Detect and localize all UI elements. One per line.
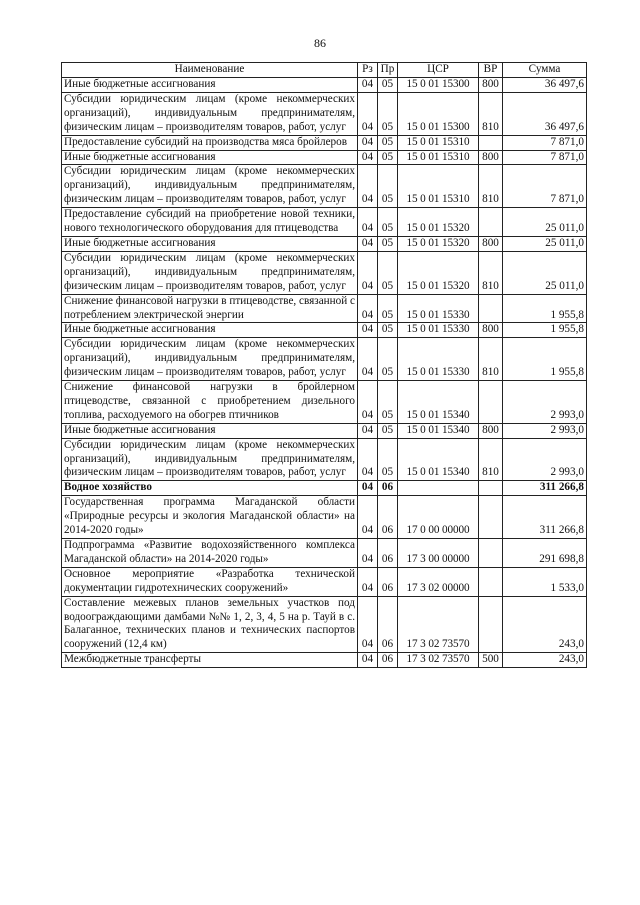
cell-vr: 810 bbox=[479, 165, 503, 208]
cell-name: Иные бюджетные ассигнования bbox=[62, 150, 358, 165]
cell-sum: 291 698,8 bbox=[503, 539, 587, 568]
cell-rz: 04 bbox=[358, 438, 378, 481]
table-row bbox=[62, 150, 587, 165]
table-row bbox=[62, 323, 587, 338]
cell-name: Субсидии юридическим лицам (кроме некоммерческих организаций), индивидуальным предпринимателям, физическим лицам – производителям товаров, работ, услуг bbox=[62, 92, 358, 135]
cell-rz: 04 bbox=[358, 78, 378, 93]
table-row bbox=[62, 208, 587, 237]
cell-name: Иные бюджетные ассигнования bbox=[62, 323, 358, 338]
cell-pr: 06 bbox=[378, 567, 398, 596]
cell-name: Водное хозяйство bbox=[62, 481, 358, 496]
cell-pr: 05 bbox=[378, 92, 398, 135]
cell-name: Предоставление субсидий на производства мяса бройлеров bbox=[62, 135, 358, 150]
cell-vr bbox=[479, 481, 503, 496]
cell-sum: 25 011,0 bbox=[503, 208, 587, 237]
table-row bbox=[62, 251, 587, 294]
cell-pr: 05 bbox=[378, 251, 398, 294]
cell-pr: 06 bbox=[378, 496, 398, 539]
budget-table bbox=[61, 62, 587, 668]
cell-pr: 05 bbox=[378, 423, 398, 438]
cell-csr: 15 0 01 15340 bbox=[398, 381, 479, 424]
table-row bbox=[62, 496, 587, 539]
cell-rz: 04 bbox=[358, 208, 378, 237]
table-header-row bbox=[62, 63, 587, 78]
cell-sum: 36 497,6 bbox=[503, 92, 587, 135]
cell-csr bbox=[398, 481, 479, 496]
cell-rz: 04 bbox=[358, 653, 378, 668]
cell-vr bbox=[479, 294, 503, 323]
cell-sum: 7 871,0 bbox=[503, 165, 587, 208]
table-row bbox=[62, 135, 587, 150]
cell-name: Межбюджетные трансферты bbox=[62, 653, 358, 668]
cell-sum: 311 266,8 bbox=[503, 496, 587, 539]
cell-name: Составление межевых планов земельных участков под водоограждающими дамбами №№ 1, 2, 3, 4, 5 на р. Тауй в с. Балаганное, технических планов и технических паспортов сооружений (12,4 км) bbox=[62, 596, 358, 653]
cell-csr: 17 3 02 00000 bbox=[398, 567, 479, 596]
cell-sum: 311 266,8 bbox=[503, 481, 587, 496]
cell-rz: 04 bbox=[358, 323, 378, 338]
cell-csr: 15 0 01 15300 bbox=[398, 78, 479, 93]
cell-rz: 04 bbox=[358, 92, 378, 135]
table-row bbox=[62, 165, 587, 208]
cell-name: Снижение финансовой нагрузки в птицеводстве, связанной с потреблением электрической энергии bbox=[62, 294, 358, 323]
cell-vr bbox=[479, 567, 503, 596]
cell-csr: 15 0 01 15310 bbox=[398, 135, 479, 150]
cell-vr: 800 bbox=[479, 78, 503, 93]
header-csr: ЦСР bbox=[398, 63, 479, 78]
cell-pr: 05 bbox=[378, 208, 398, 237]
table-body bbox=[62, 78, 587, 668]
cell-rz: 04 bbox=[358, 381, 378, 424]
cell-csr: 17 3 00 00000 bbox=[398, 539, 479, 568]
cell-sum: 36 497,6 bbox=[503, 78, 587, 93]
table-row bbox=[62, 539, 587, 568]
cell-rz: 04 bbox=[358, 150, 378, 165]
cell-sum: 25 011,0 bbox=[503, 236, 587, 251]
cell-rz: 04 bbox=[358, 567, 378, 596]
cell-sum: 2 993,0 bbox=[503, 381, 587, 424]
cell-pr: 05 bbox=[378, 438, 398, 481]
cell-name: Субсидии юридическим лицам (кроме некоммерческих организаций), индивидуальным предпринимателям, физическим лицам – производителям товаров, работ, услуг bbox=[62, 251, 358, 294]
cell-sum: 2 993,0 bbox=[503, 438, 587, 481]
cell-sum: 1 533,0 bbox=[503, 567, 587, 596]
cell-pr: 05 bbox=[378, 78, 398, 93]
cell-vr: 810 bbox=[479, 438, 503, 481]
cell-rz: 04 bbox=[358, 251, 378, 294]
cell-csr: 15 0 01 15310 bbox=[398, 165, 479, 208]
cell-vr: 810 bbox=[479, 92, 503, 135]
cell-pr: 05 bbox=[378, 150, 398, 165]
header-rz: Рз bbox=[358, 63, 378, 78]
header-vr: ВР bbox=[479, 63, 503, 78]
cell-name: Государственная программа Магаданской области «Природные ресурсы и экология Магаданской области» на 2014-2020 годы» bbox=[62, 496, 358, 539]
cell-pr: 06 bbox=[378, 596, 398, 653]
cell-rz: 04 bbox=[358, 423, 378, 438]
cell-csr: 15 0 01 15300 bbox=[398, 92, 479, 135]
cell-pr: 05 bbox=[378, 338, 398, 381]
cell-name: Иные бюджетные ассигнования bbox=[62, 236, 358, 251]
cell-name: Субсидии юридическим лицам (кроме некоммерческих организаций), индивидуальным предпринимателям, физическим лицам – производителям товаров, работ, услуг bbox=[62, 438, 358, 481]
cell-vr bbox=[479, 539, 503, 568]
cell-vr: 800 bbox=[479, 323, 503, 338]
cell-sum: 2 993,0 bbox=[503, 423, 587, 438]
cell-pr: 06 bbox=[378, 653, 398, 668]
table-row bbox=[62, 338, 587, 381]
cell-vr: 800 bbox=[479, 150, 503, 165]
cell-sum: 1 955,8 bbox=[503, 323, 587, 338]
cell-pr: 05 bbox=[378, 165, 398, 208]
table-row bbox=[62, 596, 587, 653]
cell-csr: 15 0 01 15320 bbox=[398, 236, 479, 251]
header-pr: Пр bbox=[378, 63, 398, 78]
cell-csr: 15 0 01 15340 bbox=[398, 423, 479, 438]
cell-vr: 810 bbox=[479, 251, 503, 294]
cell-rz: 04 bbox=[358, 236, 378, 251]
cell-pr: 05 bbox=[378, 294, 398, 323]
cell-csr: 15 0 01 15330 bbox=[398, 294, 479, 323]
cell-sum: 1 955,8 bbox=[503, 294, 587, 323]
cell-name: Субсидии юридическим лицам (кроме некоммерческих организаций), индивидуальным предпринимателям, физическим лицам – производителям товаров, работ, услуг bbox=[62, 338, 358, 381]
header-sum: Сумма bbox=[503, 63, 587, 78]
cell-csr: 17 0 00 00000 bbox=[398, 496, 479, 539]
cell-name: Снижение финансовой нагрузки в бройлерном птицеводстве, связанной с приобретением дизельного топлива, расходуемого на обогрев птичников bbox=[62, 381, 358, 424]
cell-name: Иные бюджетные ассигнования bbox=[62, 423, 358, 438]
cell-csr: 15 0 01 15330 bbox=[398, 338, 479, 381]
cell-rz: 04 bbox=[358, 338, 378, 381]
cell-csr: 17 3 02 73570 bbox=[398, 653, 479, 668]
page-number: 86 bbox=[314, 36, 326, 50]
cell-name: Субсидии юридическим лицам (кроме некоммерческих организаций), индивидуальным предпринимателям, физическим лицам – производителям товаров, работ, услуг bbox=[62, 165, 358, 208]
cell-rz: 04 bbox=[358, 294, 378, 323]
cell-vr bbox=[479, 208, 503, 237]
cell-csr: 15 0 01 15330 bbox=[398, 323, 479, 338]
cell-vr: 500 bbox=[479, 653, 503, 668]
cell-sum: 7 871,0 bbox=[503, 150, 587, 165]
cell-pr: 05 bbox=[378, 323, 398, 338]
cell-vr bbox=[479, 135, 503, 150]
cell-sum: 243,0 bbox=[503, 653, 587, 668]
cell-sum: 7 871,0 bbox=[503, 135, 587, 150]
cell-vr: 800 bbox=[479, 423, 503, 438]
cell-rz: 04 bbox=[358, 496, 378, 539]
table-row bbox=[62, 381, 587, 424]
cell-name: Предоставление субсидий на приобретение новой техники, нового технологического оборудования для птицеводства bbox=[62, 208, 358, 237]
cell-pr: 06 bbox=[378, 539, 398, 568]
header-name: Наименование bbox=[62, 63, 358, 78]
cell-rz: 04 bbox=[358, 481, 378, 496]
table-row bbox=[62, 567, 587, 596]
cell-pr: 05 bbox=[378, 381, 398, 424]
cell-sum: 1 955,8 bbox=[503, 338, 587, 381]
cell-name: Иные бюджетные ассигнования bbox=[62, 78, 358, 93]
cell-csr: 17 3 02 73570 bbox=[398, 596, 479, 653]
table-row bbox=[62, 92, 587, 135]
cell-pr: 05 bbox=[378, 135, 398, 150]
table-row bbox=[62, 294, 587, 323]
table-row bbox=[62, 653, 587, 668]
table-row bbox=[62, 78, 587, 93]
cell-vr bbox=[479, 381, 503, 424]
cell-sum: 25 011,0 bbox=[503, 251, 587, 294]
cell-vr bbox=[479, 596, 503, 653]
cell-name: Подпрограмма «Развитие водохозяйственного комплекса Магаданской области» на 2014-2020 годы» bbox=[62, 539, 358, 568]
cell-rz: 04 bbox=[358, 135, 378, 150]
cell-pr: 06 bbox=[378, 481, 398, 496]
cell-name: Основное мероприятие «Разработка технической документации гидротехнических сооружений» bbox=[62, 567, 358, 596]
cell-rz: 04 bbox=[358, 165, 378, 208]
table-row bbox=[62, 423, 587, 438]
cell-vr: 810 bbox=[479, 338, 503, 381]
cell-rz: 04 bbox=[358, 596, 378, 653]
cell-vr: 800 bbox=[479, 236, 503, 251]
cell-csr: 15 0 01 15340 bbox=[398, 438, 479, 481]
cell-csr: 15 0 01 15320 bbox=[398, 208, 479, 237]
table-row bbox=[62, 236, 587, 251]
cell-pr: 05 bbox=[378, 236, 398, 251]
cell-vr bbox=[479, 496, 503, 539]
table-row bbox=[62, 438, 587, 481]
table-row bbox=[62, 481, 587, 496]
cell-rz: 04 bbox=[358, 539, 378, 568]
cell-csr: 15 0 01 15320 bbox=[398, 251, 479, 294]
cell-sum: 243,0 bbox=[503, 596, 587, 653]
cell-csr: 15 0 01 15310 bbox=[398, 150, 479, 165]
